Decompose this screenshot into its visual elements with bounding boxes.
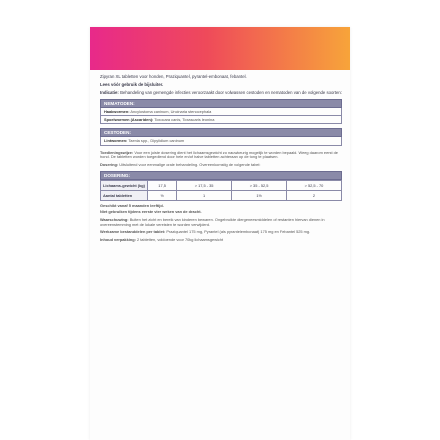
- weight-label: Lichaams-gewicht (kg): [101, 181, 148, 191]
- content-text: 2 tabletten, voldoende voor 70kg lichaamsgewicht: [136, 237, 224, 243]
- tablets-cell: 1½: [232, 191, 287, 201]
- administration-text: Voor een juiste dosering dient het lichaamsgewicht zo nauwkeurig mogelijk te worden bepaald. Weeg daarom eerst de hond. De tabletten worden toegediend door hele en/of halve tabletten achteraan op de tong te plaatsen.: [100, 149, 338, 160]
- dosage-text: Uitsluitend voor eenmalige orale behandeling. Overeenkomstig de volgende tabel:: [119, 162, 261, 168]
- dosage-label: Dosering:: [100, 162, 119, 168]
- cestoden-row: [100, 137, 342, 145]
- leaflet-card: [90, 27, 350, 440]
- administration-label: Toedieningswijze:: [100, 149, 134, 155]
- leaflet-content: [100, 74, 342, 246]
- row-value: Ancylostoma caninum, Uncinaria stenocephala: [130, 108, 212, 114]
- warning: [100, 218, 342, 228]
- brand-gradient-banner: [90, 27, 350, 70]
- row-key: Lintwormen:: [104, 138, 128, 144]
- active-label: Werkzame bestanddelen per tablet:: [100, 229, 166, 235]
- dosage-header: DOSERING:: [100, 171, 342, 180]
- weight-cell: 17,5: [148, 181, 177, 191]
- age-note: Geschikt vanaf 5 maanden leeftijd.: [100, 203, 164, 209]
- indication-text: Behandeling van gemengde infecties veroorzaakt door volwassen cestoden en nematoden van de volgende soorten:: [120, 90, 342, 96]
- content-label: Inhoud verpakking:: [100, 237, 136, 243]
- tablets-cell: ½: [148, 191, 177, 201]
- cestoden-header: CESTODEN:: [100, 128, 342, 137]
- weight-cell: > 17,5 - 35: [177, 181, 232, 191]
- nematoden-header: NEMATODEN:: [100, 99, 342, 108]
- nematoden-row: [100, 116, 342, 124]
- warning-text: Buiten het zicht en bereik van kinderen bewaren. Ongebruikte diergeneesmiddelen of restanten hiervan dienen in overeenstemming met de lokale vereisten te worden verwijderd.: [100, 216, 325, 227]
- table-row: [101, 191, 342, 201]
- table-row: [101, 181, 342, 191]
- tablets-label: Aantal tabletten: [101, 191, 148, 201]
- row-key: Haakwormen:: [104, 108, 130, 114]
- read-before-notice: Lees vóór gebruik de bijsluiter.: [100, 82, 164, 88]
- row-value: Taenia spp., Dipylidium caninum: [128, 138, 185, 144]
- dosage: [100, 163, 342, 168]
- tablets-cell: 2: [287, 191, 342, 201]
- row-value: Toxocara canis, Toxascaris leonina: [154, 117, 215, 123]
- product-intro: Zipyran XL tabletten voor honden, Praziquantel, pyrantel-embonaat, febantel.: [100, 74, 247, 79]
- pregnancy-note: Niet gebruiken tijdens eerste vier weken van de dracht.: [100, 209, 202, 215]
- indication-label: Indicatie:: [100, 90, 119, 96]
- weight-cell: > 35 - 52,5: [232, 181, 287, 191]
- package-content: [100, 238, 342, 243]
- row-key: Spoelwormen (Ascariden):: [104, 117, 154, 123]
- weight-cell: > 52,5 - 70: [287, 181, 342, 191]
- administration: [100, 151, 342, 161]
- warning-label: Waarschuwing:: [100, 216, 129, 222]
- dosage-table: [100, 180, 342, 201]
- active-ingredients: [100, 230, 342, 235]
- active-text: Praziquantel 175 mg, Pyrantel (als pyrantelembonaat) 175 mg en Febantel 525 mg.: [166, 229, 311, 235]
- tablets-cell: 1: [177, 191, 232, 201]
- nematoden-row: [100, 108, 342, 116]
- indication: [100, 90, 342, 95]
